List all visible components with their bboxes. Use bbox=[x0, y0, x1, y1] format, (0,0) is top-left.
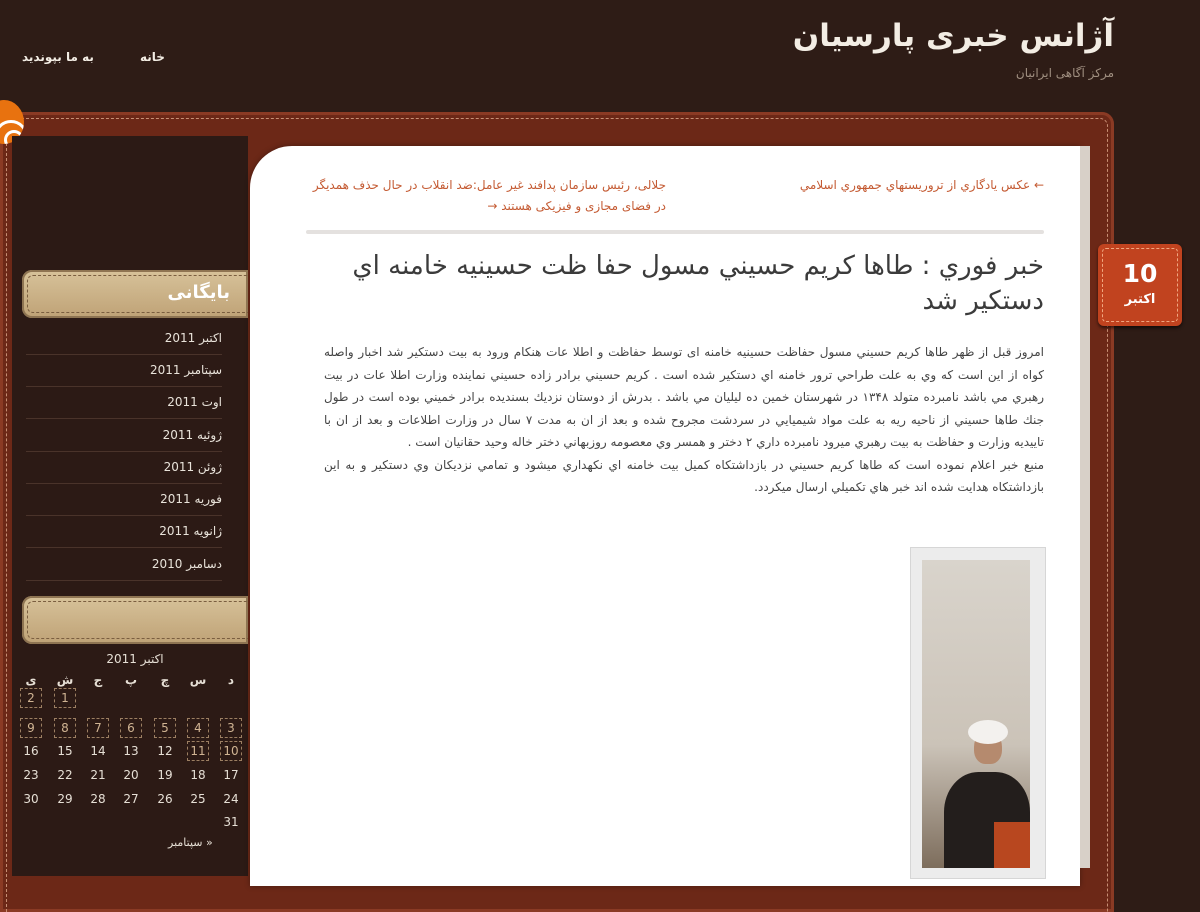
calendar-day: 18 bbox=[190, 768, 206, 782]
calendar-day-link[interactable]: 1 bbox=[54, 688, 76, 708]
content-edge bbox=[1080, 146, 1090, 868]
post-paragraph: منبع خبر اعلام نموده است كه طاها كريم حسيني در بازداشتكاه كميل بيت خامنه اي نكهداري ميشود و تمامي نزديكان وي دستكير و به اين بازداشتكاه هدايت شده اند خبر هاي تكميلي ارسال ميكردد. bbox=[324, 457, 1044, 494]
divider bbox=[306, 230, 1044, 234]
nav-home[interactable]: خانه bbox=[140, 50, 165, 64]
archive-item[interactable]: ژوئن 2011 bbox=[26, 460, 222, 484]
calendar-day: 30 bbox=[23, 792, 39, 806]
calendar-day-link[interactable]: 9 bbox=[20, 718, 42, 738]
calendar-day: 22 bbox=[57, 768, 73, 782]
calendar-weekday: ش bbox=[56, 673, 74, 687]
calendar-day: 21 bbox=[90, 768, 106, 782]
calendar-weekday: س bbox=[189, 673, 207, 687]
calendar-day-link[interactable]: 4 bbox=[187, 718, 209, 738]
calendar-day: 14 bbox=[90, 744, 106, 758]
archive-item[interactable]: اکتبر 2011 bbox=[26, 331, 222, 355]
calendar-weekday: پ bbox=[124, 673, 138, 687]
calendar-day: 29 bbox=[57, 792, 73, 806]
calendar-weekday: ی bbox=[25, 673, 37, 687]
archive-item[interactable]: دسامبر 2010 bbox=[26, 557, 222, 581]
post-photo[interactable] bbox=[922, 560, 1030, 868]
calendar-day: 27 bbox=[123, 792, 139, 806]
calendar-day-link[interactable]: 7 bbox=[87, 718, 109, 738]
calendar-day: 23 bbox=[23, 768, 39, 782]
next-post-link[interactable]: جلالی، رئیس سازمان پدافند غیر عامل:ضد انقلاب در حال حذف همدیگر در فضای مجازی و فیزیکی هستند → bbox=[312, 178, 666, 213]
calendar-day: 26 bbox=[157, 792, 173, 806]
calendar-day: 15 bbox=[57, 744, 73, 758]
calendar-day: 25 bbox=[190, 792, 206, 806]
date-day: 10 bbox=[1122, 259, 1158, 288]
calendar-caption: اکتبر 2011 bbox=[106, 652, 164, 666]
calendar-day: 12 bbox=[157, 744, 173, 758]
calendar-day-link[interactable]: 2 bbox=[20, 688, 42, 708]
calendar-day: 17 bbox=[223, 768, 239, 782]
post-title[interactable]: خبر فوري : طاها كريم حسيني مسول حفا ظت حسينيه خامنه اي دستكير شد bbox=[352, 251, 1044, 316]
calendar-prev-month-link[interactable]: « سپتامبر bbox=[168, 836, 213, 849]
site-title[interactable]: آژانس خبری پارسیان bbox=[792, 18, 1114, 54]
calendar-day-link[interactable]: 3 bbox=[220, 718, 242, 738]
calendar-day-link[interactable]: 6 bbox=[120, 718, 142, 738]
archive-item[interactable]: اوت 2011 bbox=[26, 395, 222, 419]
calendar-day: 16 bbox=[23, 744, 39, 758]
calendar-widget-header bbox=[22, 596, 248, 644]
calendar-day-link[interactable]: 5 bbox=[154, 718, 176, 738]
post-body bbox=[324, 341, 1044, 499]
archive-title: بایگانی bbox=[167, 282, 230, 303]
calendar-weekday: د bbox=[227, 673, 235, 687]
archive-item[interactable]: ژوئیه 2011 bbox=[26, 428, 222, 452]
calendar-day: 19 bbox=[157, 768, 173, 782]
site-description: مرکز آگاهی ایرانیان bbox=[1015, 66, 1114, 80]
archive-item[interactable]: سپتامبر 2011 bbox=[26, 363, 222, 387]
calendar-day: 28 bbox=[90, 792, 106, 806]
calendar-day: 13 bbox=[123, 744, 139, 758]
nav-join-us[interactable]: به ما بپوندید bbox=[22, 50, 94, 64]
prev-post-link[interactable]: ← عکس يادگاري از تروريستهاي جمهوري اسلامي bbox=[799, 178, 1044, 192]
archive-item[interactable]: فوریه 2011 bbox=[26, 492, 222, 516]
calendar-day: 20 bbox=[123, 768, 139, 782]
calendar-day-link[interactable]: 11 bbox=[187, 741, 209, 761]
calendar-day-link[interactable]: 8 bbox=[54, 718, 76, 738]
date-month: اکتبر bbox=[1124, 292, 1156, 307]
post-paragraph: امروز قبل از ظهر طاها كريم حسيني مسول حفاظت حسينيه خامنه ای توسط حفاظت و اطلا عات هنكام ورود به بيت دستكير شد اخبار واصله كواه از اين است كه وي به علت طراحي ترور خامنه اي دستكير شده است . كريم حسيني برادر زاده حسيني نماينده وزارت اطلا عات در بيت رهبري مي باشد نامبرده متولد ۱۳۴۸ در شهرستان خمين ده ليليان مي باشد . بدرش از دوستان نزديك بسنديده برادر خميني بوده است در طول جنك طاها حسيني از ناحيه ريه به علت مواد شيميايي در سردشت مجروح شده و بعد از ان به مدت ۷ سال در وزارت اطلاعات و بعد از ان با تاييديه وزارت و حفاظت به بيت رهبري ميرود نامبرده داري ۲ دختر و همسر وي معصومه روزبهاني دختر خاله وحيد حقانيان است . bbox=[324, 345, 1045, 449]
calendar-weekday: ج bbox=[93, 673, 103, 687]
archive-item[interactable]: ژانویه 2011 bbox=[26, 524, 222, 548]
calendar-weekday: چ bbox=[160, 673, 170, 687]
calendar-day-link[interactable]: 10 bbox=[220, 741, 242, 761]
calendar-day: 24 bbox=[223, 792, 239, 806]
calendar-day: 31 bbox=[223, 815, 239, 829]
